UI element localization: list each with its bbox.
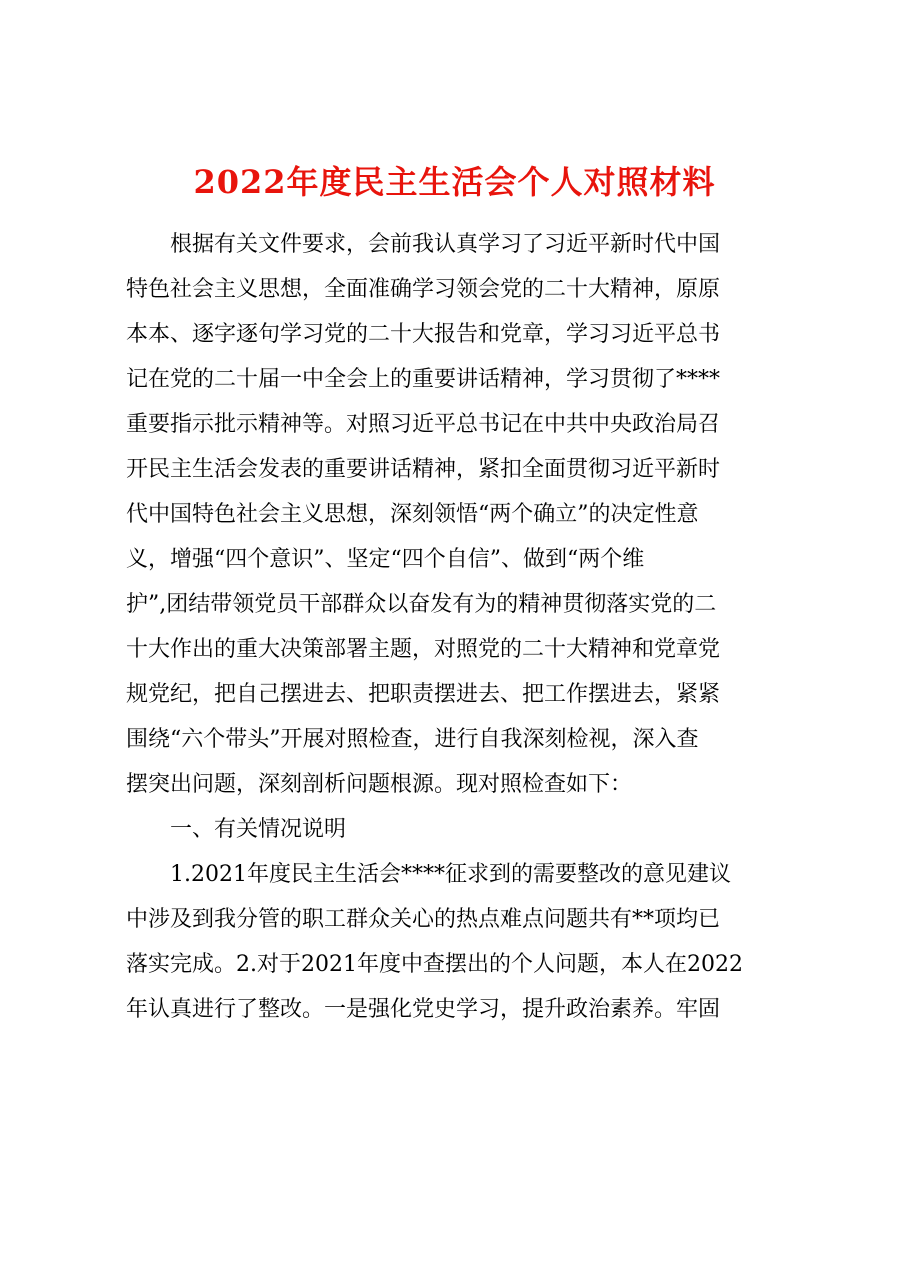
paragraph-line: 落实完成。2.对于2021年度中查摆出的个人问题，本人在2022 xyxy=(126,952,743,977)
paragraph-line: 义，增强“四个意识”、坚定“四个自信”、做到“两个维 xyxy=(126,547,645,572)
document-body xyxy=(126,222,796,1032)
paragraph-line: 根据有关文件要求，会前我认真学习了习近平新时代中国 xyxy=(170,232,721,257)
paragraph-line: 规党纪，把自己摆进去、把职责摆进去、把工作摆进去，紧紧 xyxy=(126,682,721,707)
paragraph-line: 十大作出的重大决策部署主题，对照党的二十大精神和党章党 xyxy=(126,637,721,662)
paragraph-line: 记在党的二十届一中全会上的重要讲话精神，学习贯彻了**** xyxy=(126,367,721,392)
paragraph-line: 摆突出问题，深刻剖析问题根源。现对照检查如下： xyxy=(126,772,633,797)
section-heading: 一、有关情况说明 xyxy=(170,817,347,842)
paragraph-line: 特色社会主义思想，全面准确学习领会党的二十大精神，原原 xyxy=(126,277,721,302)
paragraph-line: 护”,团结带领党员干部群众以奋发有为的精神贯彻落实党的二 xyxy=(126,592,717,617)
paragraph-line: 开民主生活会发表的重要讲话精神，紧扣全面贯彻习近平新时 xyxy=(126,457,721,482)
paragraph-line: 中涉及到我分管的职工群众关心的热点难点问题共有**项均已 xyxy=(126,907,721,932)
paragraph-line: 代中国特色社会主义思想，深刻领悟“两个确立”的决定性意 xyxy=(126,502,699,527)
paragraph-line: 本本、逐字逐句学习党的二十大报告和党章，学习习近平总书 xyxy=(126,322,721,347)
paragraph-line: 年认真进行了整改。一是强化党史学习，提升政治素养。牢固 xyxy=(126,997,721,1022)
paragraph-line: 1.2021年度民主生活会****征求到的需要整改的意见建议 xyxy=(170,862,731,887)
paragraph-line: 围绕“六个带头”开展对照检查，进行自我深刻检视，深入查 xyxy=(126,727,699,752)
paragraph-line: 重要指示批示精神等。对照习近平总书记在中共中央政治局召 xyxy=(126,412,721,437)
document-title: 2022年度民主生活会个人对照材料 xyxy=(193,163,716,201)
